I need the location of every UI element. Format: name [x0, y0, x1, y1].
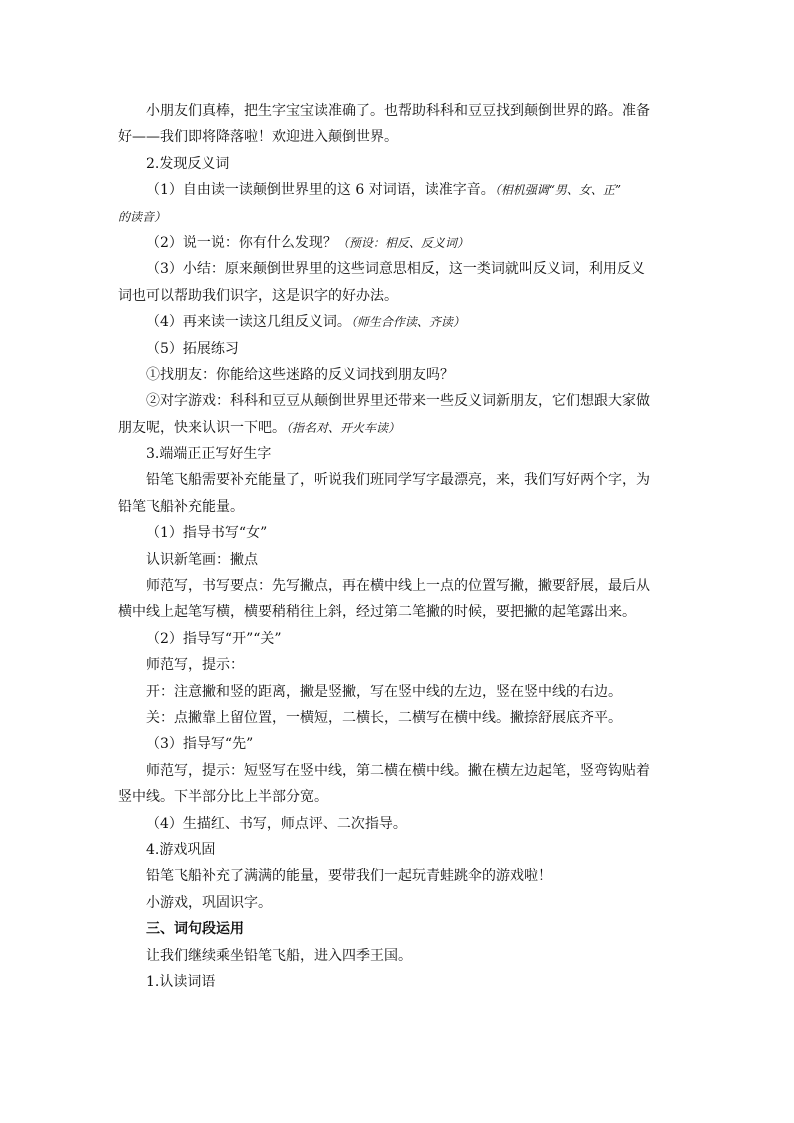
paragraph-line: 关：点撇靠上留位置，一横短，二横长，二横写在横中线。撇捺舒展底齐平。 — [146, 709, 622, 726]
paragraph-line: ②对字游戏：科科和豆豆从颠倒世界里还带来一些反义词新朋友，它们想跟大家做 — [146, 393, 650, 410]
paragraph-line: 词也可以帮助我们识字，这是识字的好办法。 — [118, 287, 398, 304]
paragraph-line: （3）指导写“先” — [146, 736, 254, 753]
paragraph-line: 师范写，提示： — [146, 657, 244, 674]
paragraph-line: （3）小结：原来颠倒世界里的这些词意思相反，这一类词就叫反义词，利用反义 — [146, 261, 645, 278]
paragraph-line: 好——我们即将降落啦！欢迎进入颠倒世界。 — [118, 129, 398, 146]
paragraph-line: （5）拓展练习 — [146, 340, 239, 357]
paragraph-line: （1）指导书写“女” — [146, 525, 268, 542]
section-heading: 2.发现反义词 — [146, 155, 230, 172]
chapter-heading: 三、词句段运用 — [146, 921, 244, 938]
teaching-note: （指名对、开火车读） — [286, 420, 401, 435]
paragraph-line: 认识新笔画：撇点 — [146, 551, 258, 568]
paragraph-line: 小朋友们真棒，把生字宝宝读准确了。也帮助科科和豆豆找到颠倒世界的路。准备 — [146, 103, 650, 119]
paragraph-line — [118, 204, 684, 230]
paragraph-line: 铅笔飞船需要补充能量了，听说我们班同学写字最漂亮，来，我们写好两个字，为 — [146, 472, 650, 489]
paragraph-line: （2）说一说：你有什么发现？（预设：相反、反义词） — [146, 234, 469, 251]
paragraph-line: 竖中线。下半部分比上半部分宽。 — [118, 789, 328, 806]
paragraph-line: （4）生描红、书写，师点评、二次指导。 — [146, 815, 407, 832]
teaching-note: （预设：相反、反义词） — [336, 235, 469, 250]
paragraph-line: 铅笔飞船补充了满满的能量，要带我们一起玩青蛙跳伞的游戏啦！ — [146, 868, 552, 885]
paragraph-line: 开：注意撇和竖的距离，撇是竖撇，写在竖中线的左边，竖在竖中线的右边。 — [146, 683, 622, 700]
teaching-note: （师生合作读、齐读） — [350, 315, 465, 330]
paragraph-line: 小游戏，巩固识字。 — [146, 894, 272, 911]
document-page — [118, 98, 684, 995]
paragraph-line: （2）指导写“开”“关” — [146, 630, 282, 647]
teaching-note: 的读音） — [118, 209, 167, 224]
teaching-note: （相机强调“男、女、正” — [494, 183, 621, 198]
section-heading: 3.端端正正写好生字 — [146, 446, 272, 463]
paragraph-line: 铅笔飞船补充能量。 — [118, 498, 244, 515]
section-heading: 1.认读词语 — [146, 973, 216, 990]
paragraph-line: （1）自由读一读颠倒世界里的这 6 对词语，读准字音。（相机强调“男、女、正” — [146, 182, 621, 199]
paragraph-line: 让我们继续乘坐铅笔飞船，进入四季王国。 — [146, 947, 412, 964]
paragraph-line: 朋友呢，快来认识一下吧。（指名对、开火车读） — [118, 419, 401, 436]
paragraph-line: 师范写，提示：短竖写在竖中线，第二横在横中线。撇在横左边起笔，竖弯钩贴着 — [146, 762, 650, 779]
paragraph-line: 横中线上起笔写横，横要稍稍往上斜，经过第二笔撇的时候，要把撇的起笔露出来。 — [118, 604, 636, 621]
paragraph-line: 师范写，书写要点：先写撇点，再在横中线上一点的位置写撇，撇要舒展，最后从 — [146, 578, 650, 595]
paragraph-line: ①找朋友：你能给这些迷路的反义词找到朋友吗？ — [146, 366, 454, 383]
section-heading: 4.游戏巩固 — [146, 841, 216, 858]
paragraph-line: （4）再来读一读这几组反义词。（师生合作读、齐读） — [146, 314, 465, 331]
